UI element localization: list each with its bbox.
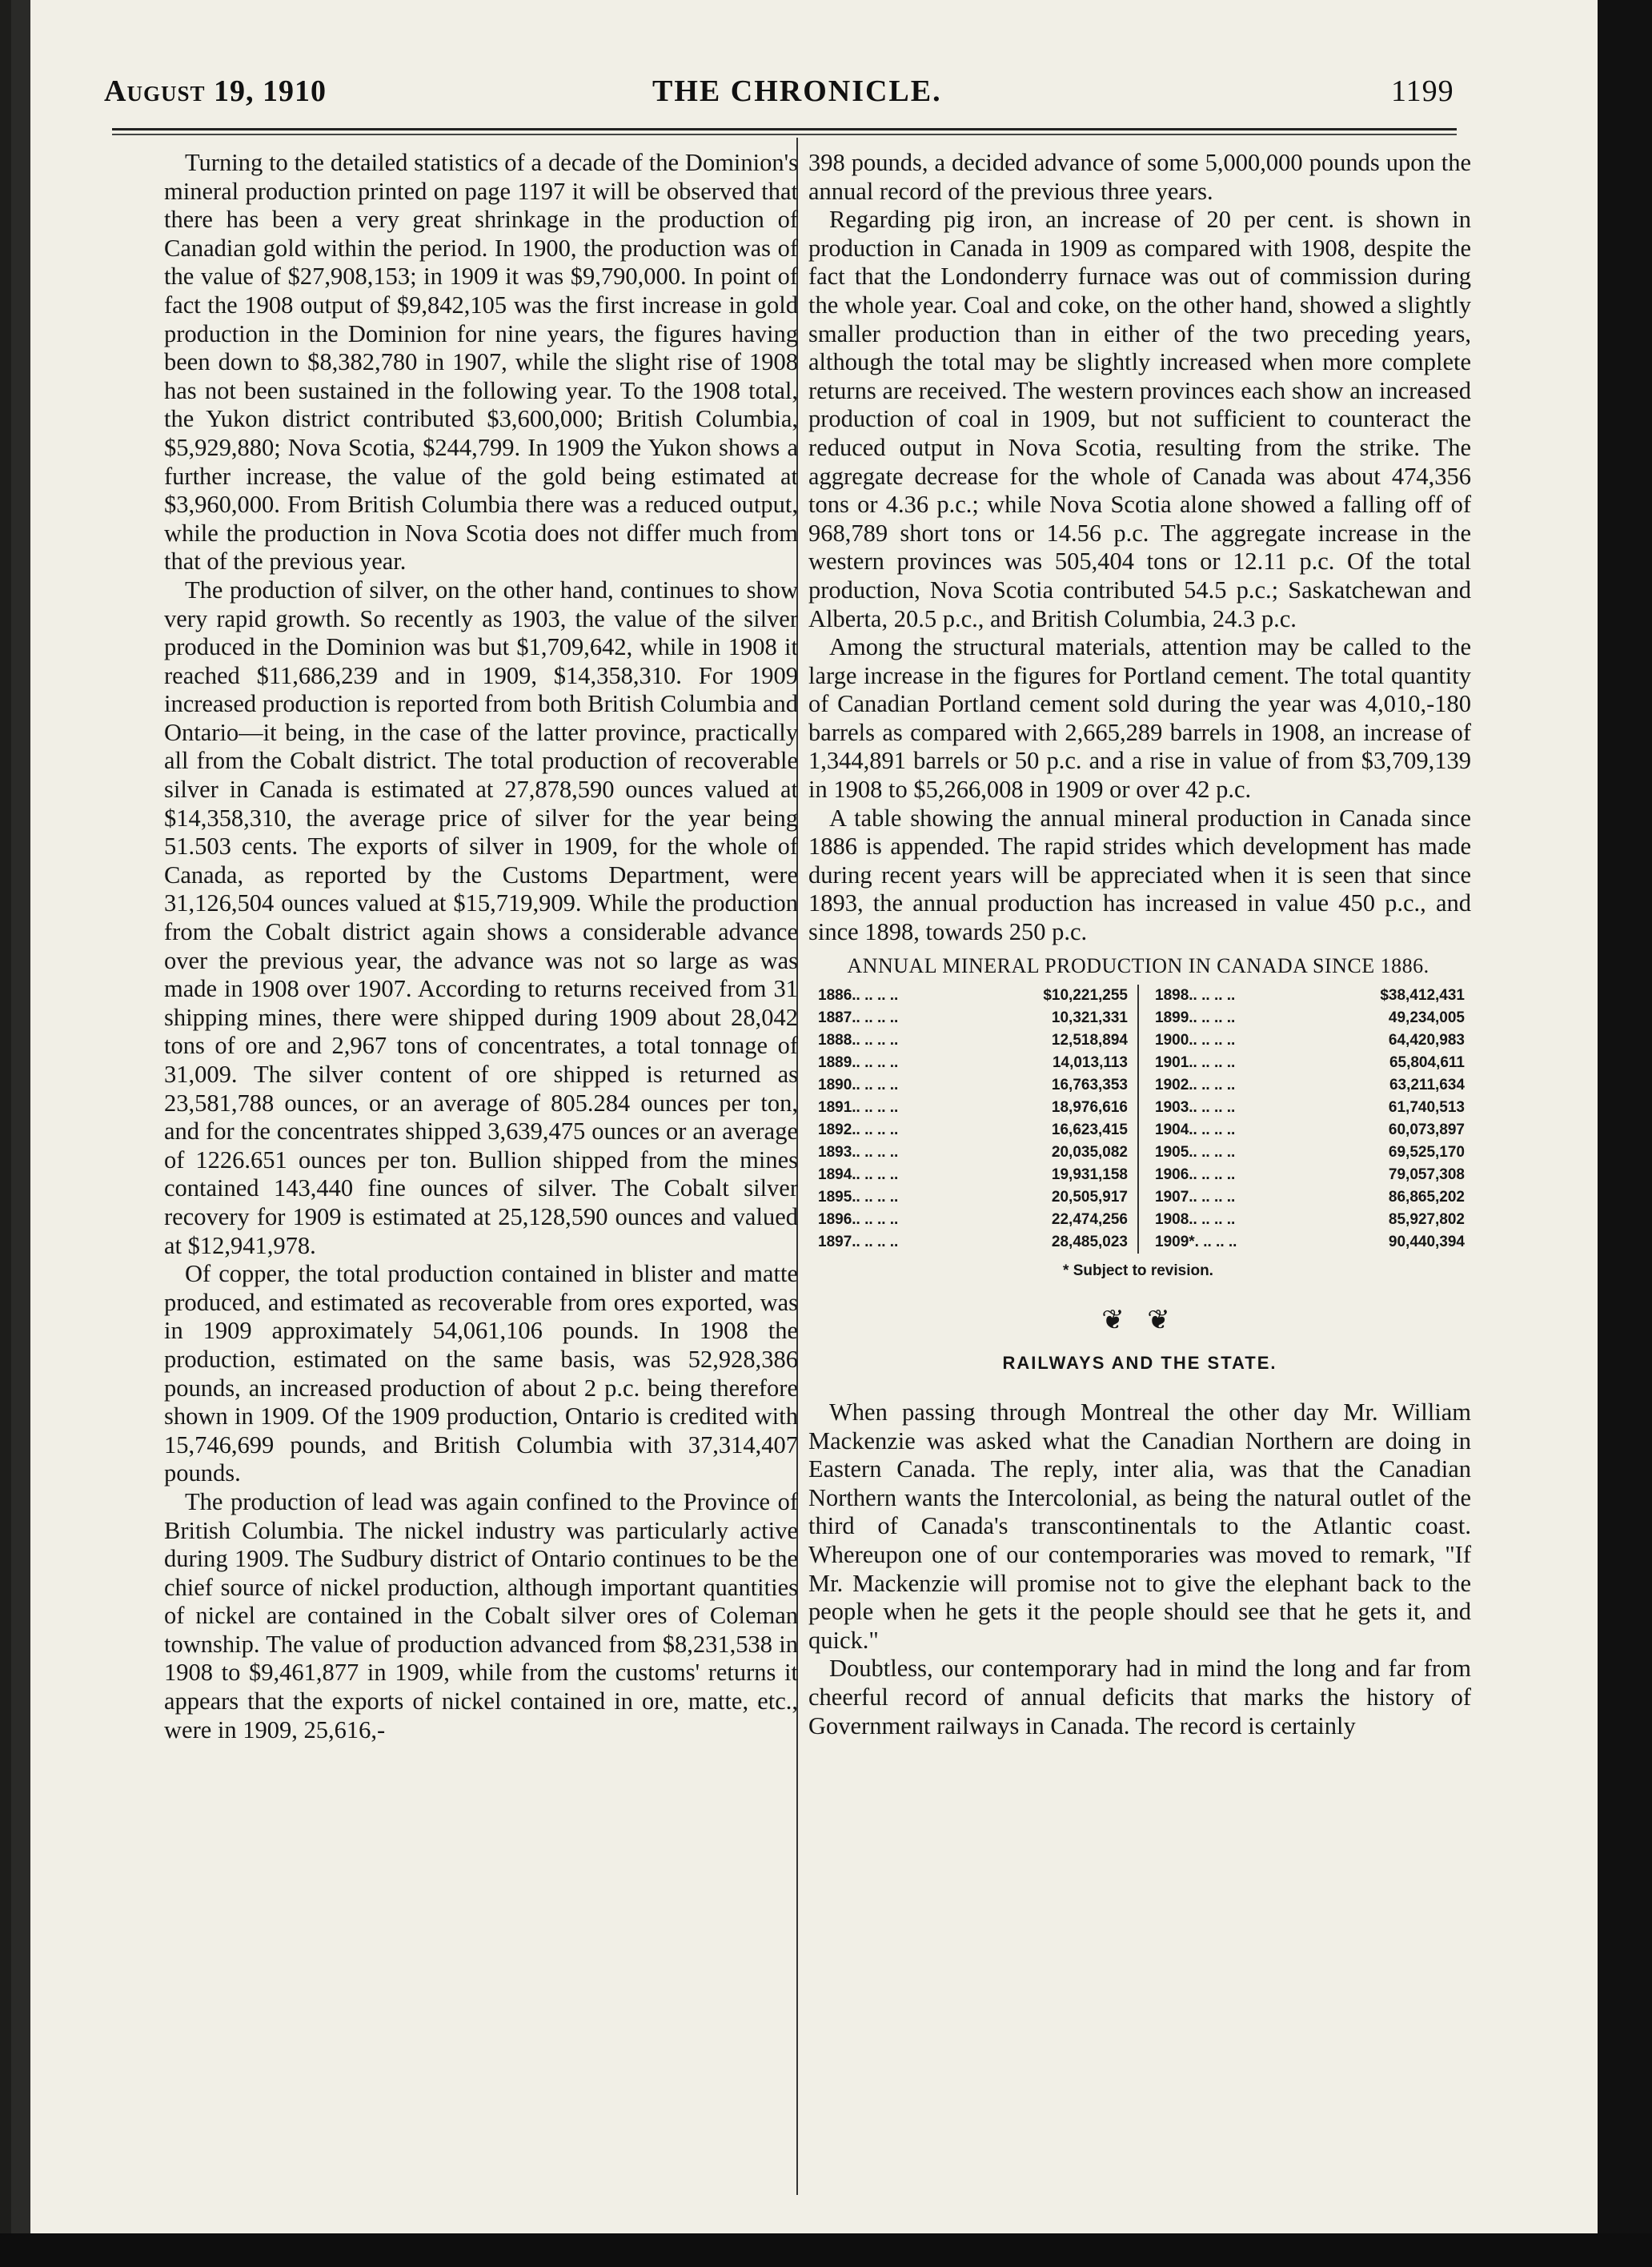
table-year: 1888.. .. .. .. bbox=[818, 1032, 899, 1049]
table-row bbox=[818, 1209, 1137, 1231]
table-year: 1890.. .. .. .. bbox=[818, 1077, 899, 1094]
header-rule-secondary bbox=[112, 134, 1457, 135]
paragraph-nickel-continued: 398 pounds, a decided advance of some 5,000,000 pounds upon the annual record of the previous three years. bbox=[808, 149, 1471, 205]
table-footnote: * Subject to revision. bbox=[1063, 1262, 1213, 1280]
table-row bbox=[1155, 1231, 1474, 1254]
table-value: 79,057,308 bbox=[1388, 1166, 1465, 1184]
table-year: 1887.. .. .. .. bbox=[818, 1009, 899, 1027]
header-page-number: 1199 bbox=[1391, 74, 1454, 108]
table-value: 16,623,415 bbox=[1051, 1121, 1128, 1139]
table-row bbox=[818, 1142, 1137, 1164]
table-row bbox=[1155, 1052, 1474, 1074]
table-year: 1886.. .. .. .. bbox=[818, 987, 899, 1005]
table-value: $38,412,431 bbox=[1380, 987, 1465, 1005]
header-date: August 19, 1910 bbox=[104, 74, 327, 108]
table-value: 16,763,353 bbox=[1051, 1077, 1128, 1094]
section-ornament: ❦ ❦ bbox=[1101, 1305, 1178, 1335]
table-row bbox=[1155, 1074, 1474, 1097]
table-value: 69,525,170 bbox=[1388, 1144, 1465, 1162]
table-value: 63,211,634 bbox=[1389, 1077, 1465, 1094]
table-row bbox=[818, 1164, 1137, 1186]
table-year: 1899.. .. .. .. bbox=[1155, 1009, 1236, 1027]
table-year: 1892.. .. .. .. bbox=[818, 1121, 899, 1139]
table-year: 1896.. .. .. .. bbox=[818, 1211, 899, 1229]
table-year: 1908.. .. .. .. bbox=[1155, 1211, 1236, 1229]
mineral-production-table bbox=[802, 952, 1474, 1286]
table-year: 1906.. .. .. .. bbox=[1155, 1166, 1236, 1184]
table-row bbox=[818, 1007, 1137, 1029]
table-value: 10,321,331 bbox=[1051, 1009, 1128, 1027]
table-year: 1905.. .. .. .. bbox=[1155, 1144, 1236, 1162]
table-value: 64,420,983 bbox=[1388, 1032, 1465, 1049]
scan-edge-right bbox=[1598, 0, 1652, 2233]
paragraph-pig-iron-coal: Regarding pig iron, an increase of 20 per cent. is shown in production in Canada in 1909 as compared with 1908, despite the fact that the Londonderry furnace was out of commission during the whole year. Coal and coke, on the other hand, showed a slightly smaller production than in either of the two preceding years, although the total may be slightly increased when more complete returns are received. The western provinces each show an increased production of coal in 1909, but not sufficient to counteract the reduced output in Nova Scotia, resulting from the strike. The aggregate decrease for the whole of Canada was about 474,356 tons or 4.36 p.c.; while Nova Scotia alone showed a falling off of 968,789 short tons or 14.56 p.c. The aggregate increase in the western provinces was 505,404 tons or 12.11 p.c. Of the total production, Nova Scotia contributed 54.5 p.c.; Saskatchewan and Alberta, 20.5 p.c., and British Columbia, 24.3 p.c. bbox=[808, 206, 1471, 632]
table-value: 12,518,894 bbox=[1051, 1032, 1128, 1049]
table-row bbox=[1155, 1119, 1474, 1142]
table-row bbox=[818, 1052, 1137, 1074]
table-value: 61,740,513 bbox=[1388, 1099, 1465, 1117]
table-value: 14,013,113 bbox=[1052, 1054, 1128, 1072]
table-year: 1909*. .. .. .. bbox=[1155, 1234, 1237, 1251]
table-row bbox=[1155, 1142, 1474, 1164]
section-heading: RAILWAYS AND THE STATE. bbox=[1002, 1353, 1277, 1374]
left-column bbox=[164, 149, 798, 1744]
header-title: THE CHRONICLE. bbox=[652, 74, 942, 108]
table-year: 1891.. .. .. .. bbox=[818, 1099, 899, 1117]
table-year: 1897.. .. .. .. bbox=[818, 1234, 899, 1251]
table-year: 1894.. .. .. .. bbox=[818, 1166, 899, 1184]
table-row bbox=[818, 1231, 1137, 1254]
header-rule bbox=[112, 128, 1457, 130]
table-value: 85,927,802 bbox=[1388, 1211, 1465, 1229]
binding-spine bbox=[0, 0, 11, 2233]
paragraph-lead-nickel: The production of lead was again confined to the Province of British Columbia. The nickel industry was particularly active during 1909. The Sudbury district of Ontario continues to be the chief source of nickel production, although important quantities of nickel are contained in the Cobalt silver ores of Coleman township. The value of production advanced from $8,231,538 in 1908 to $9,461,877 in 1909, while from the customs' returns it appears that the exports of nickel contained in ore, matte, etc., were in 1909, 25,616,- bbox=[164, 1487, 798, 1743]
table-value: 60,073,897 bbox=[1388, 1121, 1465, 1139]
table-year: 1902.. .. .. .. bbox=[1155, 1077, 1236, 1094]
paragraph-gold: Turning to the detailed statistics of a decade of the Dominion's mineral production printed on page 1197 it will be observed that there has been a very great shrinkage in the production of Canadian gold within the period. In 1900, the production was of the value of $27,908,153; in 1909 it was $9,790,000. In point of fact the 1908 output of $9,842,105 was the first increase in gold production in the Dominion for nine years, the figures having been down to $8,382,780 in 1907, while the slight rise of 1908 has not been sustained in the following year. To the 1908 total, the Yukon district contributed $3,600,000; British Columbia, $5,929,880; Nova Scotia, $244,799. In 1909 the Yukon shows a further increase, the value of the gold being estimated at $3,960,000. From British Columbia there was a reduced output, while the production in Nova Scotia does not differ much from that of the previous year. bbox=[164, 149, 798, 576]
paragraph-table-intro: A table showing the annual mineral production in Canada since 1886 is appended. The rapid strides which development has made during recent years will be appreciated when it is seen that since 1893, the annual production has increased in value 450 p.c., and since 1898, towards 250 p.c. bbox=[808, 804, 1471, 946]
table-row bbox=[818, 1186, 1137, 1209]
table-value: 18,976,616 bbox=[1051, 1099, 1128, 1117]
table-row bbox=[1155, 1007, 1474, 1029]
table-row bbox=[1155, 1029, 1474, 1052]
table-row bbox=[818, 985, 1137, 1007]
right-column bbox=[808, 149, 1471, 1740]
table-value: 86,865,202 bbox=[1388, 1189, 1465, 1206]
table-year: 1898.. .. .. .. bbox=[1155, 987, 1236, 1005]
table-year: 1904.. .. .. .. bbox=[1155, 1121, 1236, 1139]
table-year: 1901.. .. .. .. bbox=[1155, 1054, 1236, 1072]
table-row bbox=[1155, 1097, 1474, 1119]
paragraph-cement: Among the structural materials, attention may be called to the large increase in the figures for Portland cement. The total quantity of Canadian Portland cement sold during the year was 4,010,-180 barrels as compared with 2,665,289 barrels in 1908, an increase of 1,344,891 barrels or 50 p.c. and a rise in value of from $3,709,139 in 1908 to $5,266,008 in 1909 or over 42 p.c. bbox=[808, 633, 1471, 804]
paragraph-copper: Of copper, the total production contained in blister and matte produced, and estimated as recoverable from ores exported, was in 1909 approximately 54,061,106 pounds. In 1908 the production, estimated on the same basis, was 52,928,386 pounds, an increased production of about 2 p.c. being therefore shown in 1909. Of the 1909 production, Ontario is credited with 15,746,699 pounds, and British Columbia with 37,314,407 pounds. bbox=[164, 1260, 798, 1487]
table-year: 1895.. .. .. .. bbox=[818, 1189, 899, 1206]
table-value: 28,485,023 bbox=[1051, 1234, 1128, 1251]
table-year: 1893.. .. .. .. bbox=[818, 1144, 899, 1162]
table-column-right bbox=[1139, 985, 1474, 1254]
table-grid bbox=[802, 985, 1474, 1254]
table-value: 19,931,158 bbox=[1051, 1166, 1128, 1184]
table-value: 90,440,394 bbox=[1388, 1234, 1465, 1251]
table-title: ANNUAL MINERAL PRODUCTION IN CANADA SINCE 1886. bbox=[847, 953, 1429, 977]
table-row bbox=[818, 1097, 1137, 1119]
table-value: 20,505,917 bbox=[1051, 1189, 1128, 1206]
table-row bbox=[818, 1029, 1137, 1052]
table-value: $10,221,255 bbox=[1043, 987, 1128, 1005]
table-value: 65,804,611 bbox=[1389, 1054, 1465, 1072]
table-year: 1907.. .. .. .. bbox=[1155, 1189, 1236, 1206]
paragraph-railways-2: Doubtless, our contemporary had in mind the long and far from cheerful record of annual deficits that marks the history of Government railways in Canada. The record is certainly bbox=[808, 1655, 1471, 1739]
table-year: 1889.. .. .. .. bbox=[818, 1054, 899, 1072]
table-year: 1900.. .. .. .. bbox=[1155, 1032, 1236, 1049]
table-row bbox=[1155, 1186, 1474, 1209]
table-value: 49,234,005 bbox=[1388, 1009, 1465, 1027]
table-row bbox=[1155, 985, 1474, 1007]
paragraph-railways-1: When passing through Montreal the other day Mr. William Mackenzie was asked what the Canadian Northern are doing in Eastern Canada. The reply, inter alia, was that the Canadian Northern wants the Intercolonial, as being the natural outlet of the third of Canada's transcontinentals to the Atlantic coast. Whereupon one of our contemporaries was moved to remark, "If Mr. Mackenzie will promise not to give the elephant back to the people when he gets it the people should see that he gets it, and quick." bbox=[808, 1398, 1471, 1654]
table-row bbox=[818, 1119, 1137, 1142]
table-row bbox=[818, 1074, 1137, 1097]
table-row bbox=[1155, 1209, 1474, 1231]
table-row bbox=[1155, 1164, 1474, 1186]
paragraph-silver: The production of silver, on the other hand, continues to show very rapid growth. So recently as 1903, the value of the silver produced in the Dominion was but $1,709,642, while in 1908 it reached $11,686,239 and in 1909, $14,358,310. For 1909 increased production is reported from both British Columbia and Ontario—it being, in the case of the latter province, practically all from the Cobalt district. The total production of recoverable silver in Canada is estimated at 27,878,590 ounces valued at $14,358,310, the average price of silver for the year being 51.503 cents. The exports of silver in 1909, for the whole of Canada, as reported by the Customs Department, were 31,126,504 ounces valued at $15,719,909. While the production from the Cobalt district again shows a considerable advance over the previous year, the advance was not so large as was made in 1908 over 1907. According to returns received from 31 shipping mines, there were shipped during 1909 about 28,042 tons of ore and 2,967 tons of concentrates, a total tonnage of 31,009. The silver content of ore shipped is returned as 23,581,788 ounces, or an average of 805.284 ounces per ton, and for the concentrates shipped 3,639,475 ounces or an average of 1226.651 ounces per ton. Bullion shipped from the mines contained 143,440 fine ounces of silver. The Cobalt silver recovery for 1909 is estimated at 25,128,590 ounces and valued at $12,941,978. bbox=[164, 576, 798, 1259]
table-column-left bbox=[802, 985, 1139, 1254]
scan-edge-bottom bbox=[0, 2233, 1652, 2267]
table-year: 1903.. .. .. .. bbox=[1155, 1099, 1236, 1117]
table-value: 22,474,256 bbox=[1051, 1211, 1128, 1229]
table-value: 20,035,082 bbox=[1051, 1144, 1128, 1162]
